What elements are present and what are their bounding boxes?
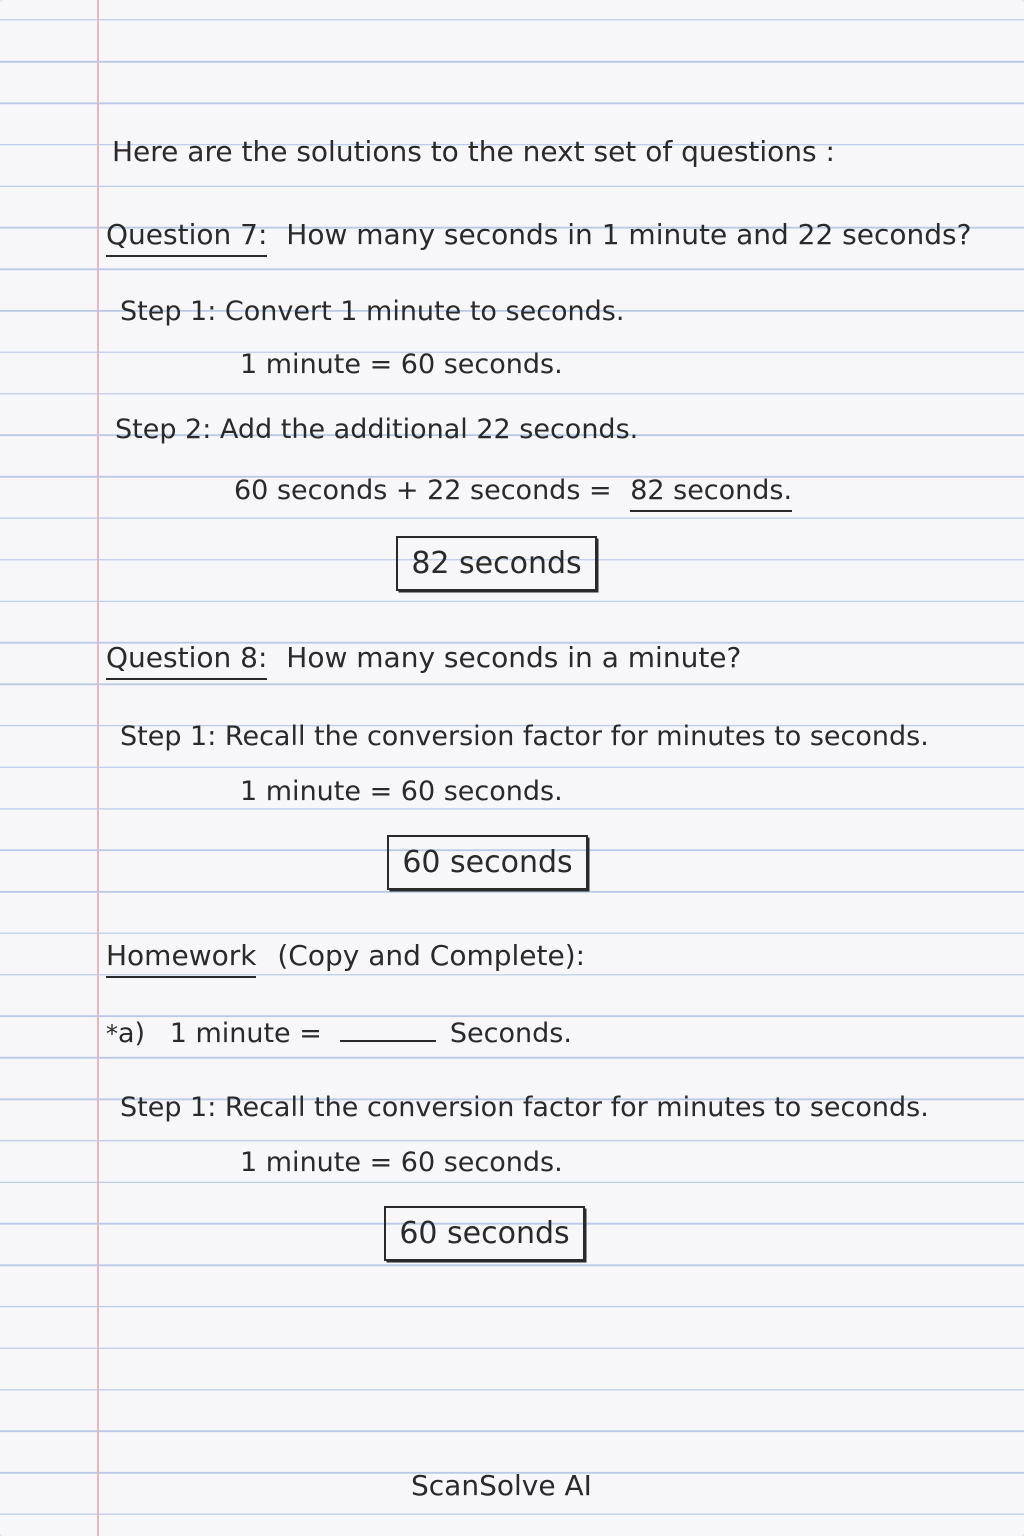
q8-answer-box — [387, 835, 588, 890]
homework-step-1-equation: 1 minute = 60 seconds. — [240, 1147, 563, 1178]
question-7-label: Question 7: — [106, 218, 267, 257]
q8-answer: 60 seconds — [402, 844, 573, 880]
homework-label: Homework — [106, 939, 256, 978]
homework-answer-box — [384, 1206, 585, 1261]
homework-heading — [106, 939, 586, 972]
question-8-text: How many seconds in a minute? — [286, 641, 742, 674]
q8-step-1: Step 1: Recall the conversion factor for minutes to seconds. — [120, 721, 929, 752]
margin-line — [97, 0, 99, 1536]
q7-step-2-equation — [234, 477, 792, 504]
question-7 — [106, 218, 972, 251]
intro-text: Here are the solutions to the next set of questions : — [112, 135, 835, 168]
q7-step-1: Step 1: Convert 1 minute to seconds. — [120, 296, 625, 327]
q7-answer-box — [396, 536, 597, 591]
star-marker: * — [106, 1020, 118, 1048]
answer-blank — [340, 1039, 436, 1042]
q7-answer: 82 seconds — [411, 545, 582, 581]
homework-item-label: a) — [118, 1018, 146, 1049]
homework-step-1: Step 1: Recall the conversion factor for minutes to seconds. — [120, 1092, 929, 1123]
question-7-text: How many seconds in 1 minute and 22 seconds? — [286, 218, 972, 251]
question-8 — [106, 641, 742, 674]
footer-brand: ScanSolve AI — [411, 1469, 592, 1502]
q7-step-2-expression: 60 seconds + 22 seconds = — [234, 475, 612, 506]
q7-step-1-equation: 1 minute = 60 seconds. — [240, 349, 563, 380]
homework-item-right: Seconds. — [449, 1018, 572, 1049]
q7-step-2-result: 82 seconds. — [630, 475, 792, 512]
q8-step-1-equation: 1 minute = 60 seconds. — [240, 776, 563, 807]
homework-item-a — [106, 1020, 572, 1047]
homework-text: (Copy and Complete): — [277, 939, 586, 972]
homework-answer: 60 seconds — [399, 1215, 570, 1251]
homework-item-left: 1 minute = — [169, 1018, 322, 1049]
q7-step-2: Step 2: Add the additional 22 seconds. — [115, 414, 639, 445]
question-8-label: Question 8: — [106, 641, 267, 680]
